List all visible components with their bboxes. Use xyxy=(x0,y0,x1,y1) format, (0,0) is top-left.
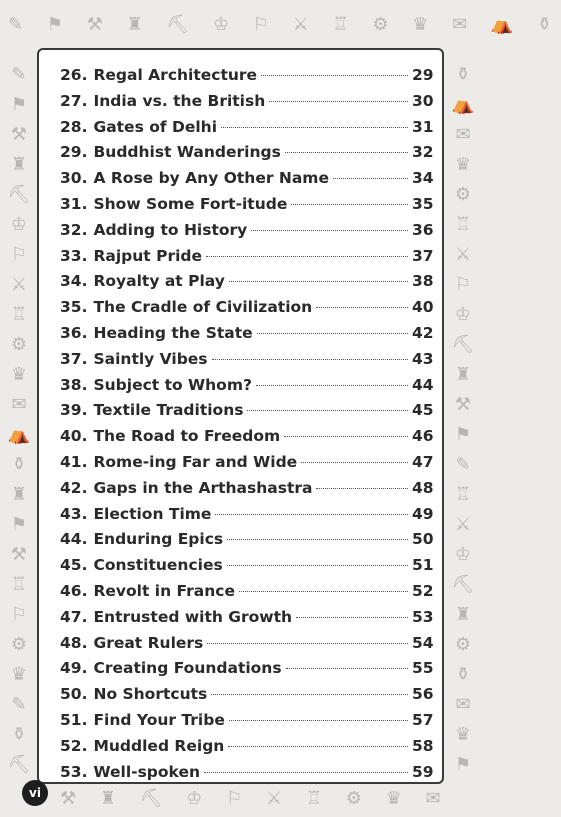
toc-entry xyxy=(39,118,442,144)
toc-leader-dots xyxy=(285,152,408,153)
toc-leader-dots xyxy=(229,720,408,721)
toc-entry-page: 46 xyxy=(412,427,434,446)
toc-entry-page: 50 xyxy=(412,530,434,549)
toc-entry xyxy=(39,427,442,453)
toc-entry xyxy=(39,453,442,479)
toc-leader-dots xyxy=(269,101,408,102)
toc-entry-number: 52. xyxy=(60,736,88,755)
toc-entry xyxy=(39,92,442,118)
toc-entry xyxy=(39,272,442,298)
toc-entry xyxy=(39,763,442,789)
toc-entry-number: 48. xyxy=(60,633,88,652)
toc-entry-title: Buddhist Wanderings xyxy=(93,143,281,162)
toc-entry xyxy=(39,582,442,608)
decorative-border-top: ✎ ⚑ ⚒ ♜ ⛏ ♔ ⚐ ⚔ ♖ ⚙ ♛ ✉ ⛺ ⚱ xyxy=(8,14,561,35)
toc-leader-dots xyxy=(296,617,408,618)
toc-entry-number: 42. xyxy=(60,478,88,497)
toc-entry-page: 32 xyxy=(412,143,434,162)
toc-entry-title: Rome-ing Far and Wide xyxy=(93,452,298,471)
toc-entry-title: Entrusted with Growth xyxy=(93,607,293,626)
toc-leader-dots xyxy=(211,694,408,695)
toc-entry xyxy=(39,634,442,660)
toc-entry xyxy=(39,376,442,402)
toc-leader-dots xyxy=(229,281,408,282)
toc-entry-page: 29 xyxy=(412,66,434,84)
toc-entry xyxy=(39,221,442,247)
toc-leader-dots xyxy=(206,256,408,257)
toc-leader-dots xyxy=(256,385,408,386)
toc-entry xyxy=(39,505,442,531)
toc-entry-number: 30. xyxy=(60,169,88,188)
toc-entry-title: Heading the State xyxy=(93,323,253,342)
toc-entry xyxy=(39,530,442,556)
toc-entry-number: 50. xyxy=(60,685,88,704)
toc-entry-title: Muddled Reign xyxy=(93,736,225,755)
toc-entry-title: Textile Traditions xyxy=(93,401,244,420)
toc-entry-number: 26. xyxy=(60,66,88,84)
toc-leader-dots xyxy=(333,178,408,179)
toc-leader-dots xyxy=(227,565,408,566)
toc-entry-page: 57 xyxy=(412,710,434,729)
toc-entry-page: 42 xyxy=(412,323,434,342)
toc-entry-page: 48 xyxy=(412,478,434,497)
toc-leader-dots xyxy=(227,539,408,540)
toc-entry xyxy=(39,685,442,711)
toc-entry-title: Adding to History xyxy=(93,220,248,239)
toc-entry xyxy=(39,247,442,273)
toc-entry-page: 37 xyxy=(412,246,434,265)
toc-leader-dots xyxy=(204,772,408,773)
toc-entry-page: 59 xyxy=(412,762,434,781)
toc-entry-title: Show Some Fort-itude xyxy=(93,194,288,213)
toc-leader-dots xyxy=(291,204,408,205)
toc-entry-page: 36 xyxy=(412,220,434,239)
toc-entry-title: Gaps in the Arthashastra xyxy=(93,478,313,497)
toc-entry-page: 44 xyxy=(412,375,434,394)
toc-entry-title: Creating Foundations xyxy=(93,659,282,678)
toc-list xyxy=(39,66,442,788)
toc-leader-dots xyxy=(215,514,408,515)
toc-leader-dots xyxy=(251,230,408,231)
toc-leader-dots xyxy=(228,746,408,747)
decorative-border-right: ⚱ ⛺ ✉ ♛ ⚙ ♖ ⚔ ⚐ ♔ ⛏ ♜ ⚒ ⚑ ✎ ♖ ⚔ ♔ ⛏ ♜ ⚙ ⚱ ✉ ♛ ⚑ xyxy=(451,64,475,775)
toc-entry-number: 27. xyxy=(60,91,88,110)
toc-entry-number: 37. xyxy=(60,349,88,368)
toc-entry-page: 56 xyxy=(412,685,434,704)
toc-entry-page: 47 xyxy=(412,452,434,471)
toc-entry xyxy=(39,401,442,427)
toc-entry-page: 54 xyxy=(412,633,434,652)
toc-entry-title: No Shortcuts xyxy=(93,685,208,704)
toc-leader-dots xyxy=(301,462,408,463)
toc-entry-title: Subject to Whom? xyxy=(93,375,252,394)
toc-entry-page: 35 xyxy=(412,194,434,213)
toc-entry-page: 40 xyxy=(412,298,434,317)
toc-entry xyxy=(39,350,442,376)
toc-entry-page: 38 xyxy=(412,272,434,291)
page-number-badge: vi xyxy=(22,780,48,806)
toc-entry-number: 39. xyxy=(60,401,88,420)
toc-entry-page: 51 xyxy=(412,556,434,575)
toc-leader-dots xyxy=(212,359,408,360)
toc-entry-number: 41. xyxy=(60,452,88,471)
toc-leader-dots xyxy=(221,127,408,128)
toc-entry xyxy=(39,479,442,505)
toc-entry xyxy=(39,298,442,324)
toc-entry-number: 28. xyxy=(60,117,88,136)
toc-entry-number: 47. xyxy=(60,607,88,626)
toc-entry xyxy=(39,324,442,350)
toc-entry-number: 53. xyxy=(60,762,88,781)
toc-leader-dots xyxy=(247,410,408,411)
toc-leader-dots xyxy=(316,307,408,308)
toc-entry-number: 46. xyxy=(60,581,88,600)
toc-entry-page: 45 xyxy=(412,401,434,420)
toc-entry xyxy=(39,711,442,737)
toc-entry xyxy=(39,608,442,634)
toc-entry-title: Great Rulers xyxy=(93,633,204,652)
toc-entry-number: 34. xyxy=(60,272,88,291)
toc-entry xyxy=(39,169,442,195)
toc-entry-title: The Road to Freedom xyxy=(93,427,281,446)
toc-leader-dots xyxy=(257,333,408,334)
toc-entry-number: 43. xyxy=(60,504,88,523)
decorative-border-left: ✎ ⚑ ⚒ ♜ ⛏ ♔ ⚐ ⚔ ♖ ⚙ ♛ ✉ ⛺ ⚱ ♜ ⚑ ⚒ ♖ ⚐ ⚙ ♛ ✎ ⚱ ⛏ xyxy=(7,64,31,775)
toc-entry-title: Saintly Vibes xyxy=(93,349,208,368)
toc-entry-number: 38. xyxy=(60,375,88,394)
toc-entry xyxy=(39,66,442,92)
toc-entry-page: 43 xyxy=(412,349,434,368)
toc-entry-number: 36. xyxy=(60,323,88,342)
toc-entry-title: Election Time xyxy=(93,504,212,523)
toc-leader-dots xyxy=(261,75,408,76)
toc-entry-title: Rajput Pride xyxy=(93,246,203,265)
toc-entry xyxy=(39,556,442,582)
toc-entry-title: Constituencies xyxy=(93,556,223,575)
toc-leader-dots xyxy=(207,643,408,644)
toc-entry-number: 31. xyxy=(60,194,88,213)
toc-leader-dots xyxy=(239,591,408,592)
toc-entry-title: Well-spoken xyxy=(93,762,200,781)
toc-entry-title: The Cradle of Civilization xyxy=(93,298,313,317)
toc-entry-title: India vs. the British xyxy=(93,91,266,110)
toc-entry-title: A Rose by Any Other Name xyxy=(93,169,329,188)
toc-entry-title: Regal Architecture xyxy=(93,66,258,84)
toc-entry-number: 33. xyxy=(60,246,88,265)
toc-entry-number: 40. xyxy=(60,427,88,446)
toc-entry-number: 51. xyxy=(60,710,88,729)
toc-entry-title: Royalty at Play xyxy=(93,272,225,291)
toc-entry-page: 55 xyxy=(412,659,434,678)
toc-entry-number: 45. xyxy=(60,556,88,575)
toc-entry-page: 52 xyxy=(412,581,434,600)
toc-entry-number: 44. xyxy=(60,530,88,549)
toc-entry xyxy=(39,195,442,221)
toc-entry-page: 31 xyxy=(412,117,434,136)
toc-entry-page: 49 xyxy=(412,504,434,523)
toc-entry-title: Find Your Tribe xyxy=(93,710,225,729)
toc-entry-number: 32. xyxy=(60,220,88,239)
toc-entry-number: 29. xyxy=(60,143,88,162)
toc-entry-page: 34 xyxy=(412,169,434,188)
toc-entry-page: 58 xyxy=(412,736,434,755)
toc-entry-number: 49. xyxy=(60,659,88,678)
toc-entry-title: Revolt in France xyxy=(93,581,235,600)
toc-entry xyxy=(39,143,442,169)
toc-leader-dots xyxy=(316,488,408,489)
toc-leader-dots xyxy=(286,668,408,669)
toc-entry-number: 35. xyxy=(60,298,88,317)
toc-entry-title: Gates of Delhi xyxy=(93,117,218,136)
toc-entry-page: 53 xyxy=(412,607,434,626)
toc-entry-title: Enduring Epics xyxy=(93,530,224,549)
toc-entry xyxy=(39,659,442,685)
toc-entry xyxy=(39,737,442,763)
toc-leader-dots xyxy=(284,436,408,437)
table-of-contents xyxy=(37,48,444,784)
decorative-border-bottom: ⚒ ♜ ⛏ ♔ ⚐ ⚔ ♖ ⚙ ♛ ✉ xyxy=(60,788,450,809)
toc-entry-page: 30 xyxy=(412,91,434,110)
